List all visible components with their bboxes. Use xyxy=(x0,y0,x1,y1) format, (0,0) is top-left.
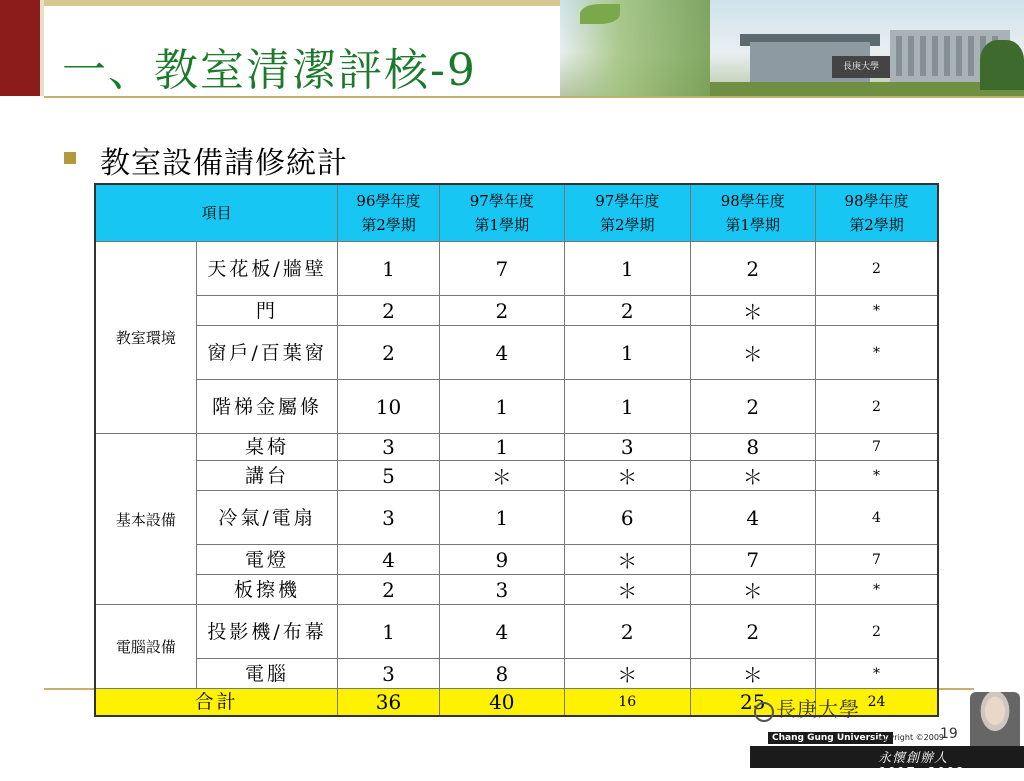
item-cell: 電燈 xyxy=(196,545,338,575)
header-period: 98學年度 第2學期 xyxy=(816,184,938,242)
value-cell: 1 xyxy=(565,380,690,434)
value-cell: ＊ xyxy=(690,296,815,326)
value-cell: 3 xyxy=(338,659,439,689)
value-cell: 3 xyxy=(439,575,564,605)
value-cell: 7 xyxy=(816,545,938,575)
item-cell: 窗戶/百葉窗 xyxy=(196,326,338,380)
value-cell: 2 xyxy=(816,380,938,434)
left-accent-divider xyxy=(40,0,44,96)
value-cell: 3 xyxy=(565,434,690,461)
category-cell: 教室環境 xyxy=(95,242,196,434)
value-cell: 1 xyxy=(439,491,564,545)
value-cell: 5 xyxy=(338,461,439,491)
table-row xyxy=(95,434,938,461)
value-cell: 2 xyxy=(338,575,439,605)
title-underline xyxy=(44,96,1024,98)
footer-university: Chang Gung University xyxy=(768,732,893,744)
value-cell: 6 xyxy=(565,491,690,545)
total-value: 25 xyxy=(690,689,815,717)
footer-copyright: Copyright ©2009 xyxy=(874,733,944,742)
header-period: 97學年度 第2學期 xyxy=(565,184,690,242)
value-cell: 2 xyxy=(565,605,690,659)
value-cell: 2 xyxy=(565,296,690,326)
value-cell: ＊ xyxy=(565,575,690,605)
bullet-square-icon xyxy=(64,152,76,164)
value-cell: 2 xyxy=(690,242,815,296)
table-row xyxy=(95,491,938,545)
value-cell: 3 xyxy=(338,434,439,461)
table-row xyxy=(95,296,938,326)
value-cell: * xyxy=(816,461,938,491)
header-photo-collage xyxy=(560,0,1024,96)
value-cell: ＊ xyxy=(690,575,815,605)
value-cell: * xyxy=(816,326,938,380)
category-cell: 基本設備 xyxy=(95,434,196,605)
value-cell: 4 xyxy=(690,491,815,545)
total-value: 16 xyxy=(565,689,690,717)
page-number: 19 xyxy=(940,726,958,742)
header-period: 97學年度 第1學期 xyxy=(439,184,564,242)
founder-portrait xyxy=(970,692,1020,746)
repair-stats-table xyxy=(94,183,939,717)
value-cell: * xyxy=(816,575,938,605)
header-period: 96學年度 第2學期 xyxy=(338,184,439,242)
value-cell: 8 xyxy=(690,434,815,461)
item-cell: 桌椅 xyxy=(196,434,338,461)
item-cell: 階梯金屬條 xyxy=(196,380,338,434)
value-cell: 7 xyxy=(690,545,815,575)
value-cell: 10 xyxy=(338,380,439,434)
table-row xyxy=(95,575,938,605)
campus-lawn xyxy=(710,82,1024,96)
value-cell: 3 xyxy=(338,491,439,545)
table-row xyxy=(95,242,938,296)
value-cell: ＊ xyxy=(439,461,564,491)
value-cell: 4 xyxy=(439,326,564,380)
value-cell: ＊ xyxy=(690,326,815,380)
left-accent-bar xyxy=(0,0,40,96)
table-row xyxy=(95,545,938,575)
value-cell: 2 xyxy=(338,296,439,326)
value-cell: 4 xyxy=(816,491,938,545)
value-cell: 8 xyxy=(439,659,564,689)
item-cell: 投影機/布幕 xyxy=(196,605,338,659)
slide-title: 一、教室清潔評核-9 xyxy=(62,45,477,96)
total-value: 24 xyxy=(816,689,938,717)
value-cell: ＊ xyxy=(565,545,690,575)
value-cell: ＊ xyxy=(565,461,690,491)
value-cell: ＊ xyxy=(690,461,815,491)
item-cell: 講台 xyxy=(196,461,338,491)
bullet-text: 教室設備請修統計 xyxy=(100,146,348,181)
total-value: 40 xyxy=(439,689,564,717)
top-accent-line xyxy=(44,0,604,6)
total-value: 36 xyxy=(338,689,439,717)
item-cell: 門 xyxy=(196,296,338,326)
category-cell: 電腦設備 xyxy=(95,605,196,689)
value-cell: 9 xyxy=(439,545,564,575)
item-cell: 冷氣/電扇 xyxy=(196,491,338,545)
table-row xyxy=(95,605,938,659)
value-cell: 2 xyxy=(816,605,938,659)
table-row xyxy=(95,461,938,491)
value-cell: ＊ xyxy=(565,659,690,689)
table-row xyxy=(95,380,938,434)
header-item: 項目 xyxy=(95,184,338,242)
value-cell: ＊ xyxy=(690,659,815,689)
value-cell: * xyxy=(816,296,938,326)
value-cell: 1 xyxy=(338,242,439,296)
value-cell: 2 xyxy=(816,242,938,296)
table-row xyxy=(95,326,938,380)
campus-sign: 長庚大學 xyxy=(832,56,890,78)
value-cell: 7 xyxy=(439,242,564,296)
leaf-icon xyxy=(580,4,620,24)
value-cell: 2 xyxy=(690,380,815,434)
table-row xyxy=(95,659,938,689)
value-cell: 1 xyxy=(338,605,439,659)
value-cell: 1 xyxy=(439,434,564,461)
value-cell: 1 xyxy=(565,242,690,296)
header-period: 98學年度 第1學期 xyxy=(690,184,815,242)
value-cell: 1 xyxy=(565,326,690,380)
value-cell: * xyxy=(816,659,938,689)
value-cell: 2 xyxy=(338,326,439,380)
value-cell: 2 xyxy=(439,296,564,326)
value-cell: 2 xyxy=(690,605,815,659)
item-cell: 電腦 xyxy=(196,659,338,689)
value-cell: 1 xyxy=(439,380,564,434)
value-cell: 4 xyxy=(439,605,564,659)
footer-logo-text: 長庚大學 xyxy=(776,697,860,721)
item-cell: 天花板/牆壁 xyxy=(196,242,338,296)
value-cell: 7 xyxy=(816,434,938,461)
trees xyxy=(980,40,1024,90)
value-cell: 4 xyxy=(338,545,439,575)
item-cell: 板擦機 xyxy=(196,575,338,605)
footer-motto: 永懷創辦人1917~2008 xyxy=(878,751,965,781)
total-label: 合計 xyxy=(95,689,338,717)
footer-branding xyxy=(750,690,1024,781)
table-header-row xyxy=(95,184,938,242)
